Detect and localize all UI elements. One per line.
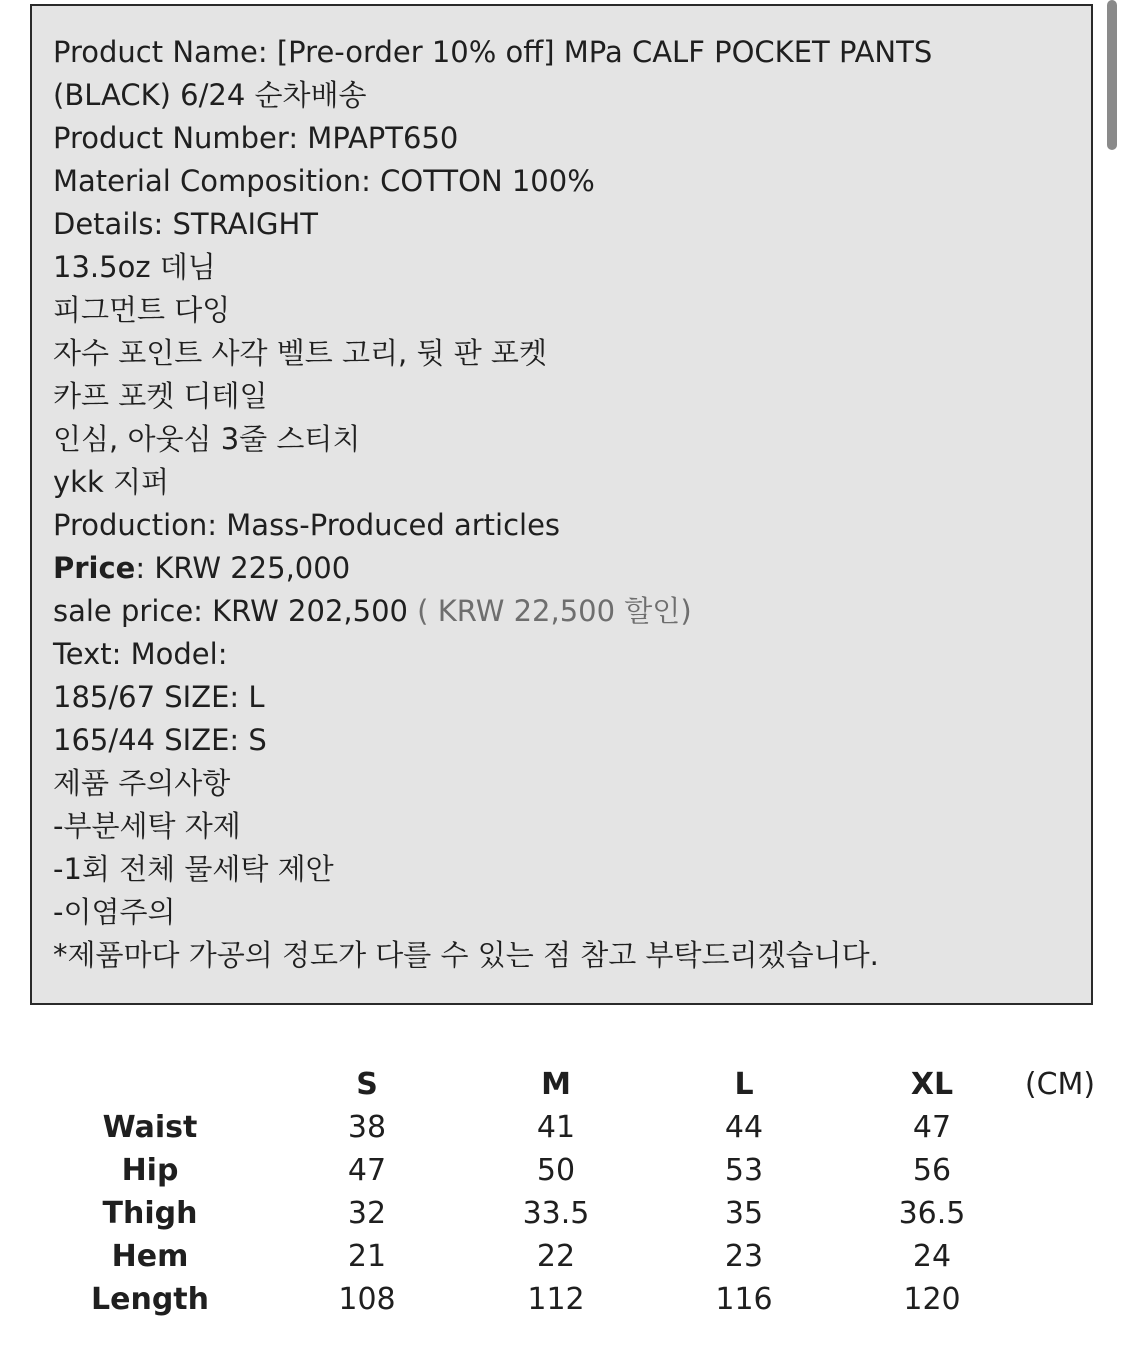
size-cell: 22 <box>536 1239 576 1274</box>
size-header-xl: XL <box>910 1067 954 1102</box>
size-cell: 35 <box>724 1196 764 1231</box>
detail-item: 피그먼트 다잉 <box>53 293 231 327</box>
size-header-m: M <box>541 1067 571 1102</box>
size-cell: 116 <box>715 1282 773 1317</box>
size-cell: 108 <box>338 1282 396 1317</box>
model-size-item: 165/44 SIZE: S <box>53 723 267 757</box>
size-cell: 53 <box>724 1153 764 1188</box>
caution-item: -1회 전체 물세탁 제안 <box>53 852 334 886</box>
product-info-lines <box>53 31 1083 977</box>
discount-amount: ( KRW 22,500 할인) <box>407 594 692 628</box>
product-number: Product Number: MPAPT650 <box>53 121 459 155</box>
detail-item: ykk 지퍼 <box>53 465 169 499</box>
size-cell: 44 <box>724 1110 764 1145</box>
size-cell: 47 <box>347 1153 387 1188</box>
size-cell: 50 <box>536 1153 576 1188</box>
processing-note: *제품마다 가공의 정도가 다를 수 있는 점 참고 부탁드리겠습니다. <box>53 938 879 972</box>
price-label: Price <box>53 551 136 585</box>
details-heading: Details: STRAIGHT <box>53 207 319 241</box>
size-row-thigh <box>0 1192 1125 1235</box>
caution-item: -부분세탁 자제 <box>53 809 241 843</box>
price-line <box>53 547 1083 590</box>
row-label: Length <box>91 1282 209 1317</box>
size-chart <box>0 1063 1125 1321</box>
unit-label: (CM) <box>1024 1067 1096 1102</box>
size-header-s: S <box>356 1067 378 1102</box>
row-label: Hem <box>111 1239 189 1274</box>
material-composition: Material Composition: COTTON 100% <box>53 164 595 198</box>
detail-item: 카프 포켓 디테일 <box>53 379 268 413</box>
size-row-hip <box>0 1149 1125 1192</box>
size-header-l: L <box>734 1067 754 1102</box>
size-cell: 47 <box>912 1110 952 1145</box>
detail-item: 인심, 아웃심 3줄 스티치 <box>53 422 361 456</box>
size-cell: 21 <box>347 1239 387 1274</box>
price-value: : KRW 225,000 <box>135 551 351 585</box>
row-label: Hip <box>121 1153 179 1188</box>
scrollbar-thumb[interactable] <box>1107 0 1117 150</box>
detail-item: 자수 포인트 사각 벨트 고리, 뒷 판 포켓 <box>53 336 547 370</box>
caution-item: -이염주의 <box>53 895 176 929</box>
production-line: Production: Mass-Produced articles <box>53 508 561 542</box>
size-row-waist <box>0 1106 1125 1149</box>
row-label: Thigh <box>102 1196 198 1231</box>
sale-price-line <box>53 590 1083 633</box>
size-cell: 112 <box>527 1282 585 1317</box>
row-label: Waist <box>102 1110 198 1145</box>
detail-item: 13.5oz 데님 <box>53 250 216 284</box>
model-size-item: 185/67 SIZE: L <box>53 680 265 714</box>
product-name-line-1: Product Name: [Pre-order 10% off] MPa CALF POCKET PANTS <box>53 35 933 69</box>
size-cell: 120 <box>903 1282 961 1317</box>
size-cell: 32 <box>347 1196 387 1231</box>
sale-price-value: sale price: KRW 202,500 <box>53 594 408 628</box>
size-cell: 41 <box>536 1110 576 1145</box>
size-cell: 36.5 <box>898 1196 966 1231</box>
caution-heading: 제품 주의사항 <box>53 766 231 800</box>
size-cell: 56 <box>912 1153 952 1188</box>
size-cell: 23 <box>724 1239 764 1274</box>
size-cell: 24 <box>912 1239 952 1274</box>
size-row-hem <box>0 1235 1125 1278</box>
size-cell: 38 <box>347 1110 387 1145</box>
product-name-line-2: (BLACK) 6/24 순차배송 <box>53 78 367 112</box>
size-row-length <box>0 1278 1125 1321</box>
product-info-box <box>30 4 1093 1005</box>
model-heading: Text: Model: <box>53 637 228 671</box>
size-cell: 33.5 <box>522 1196 590 1231</box>
size-header-row <box>0 1063 1125 1106</box>
